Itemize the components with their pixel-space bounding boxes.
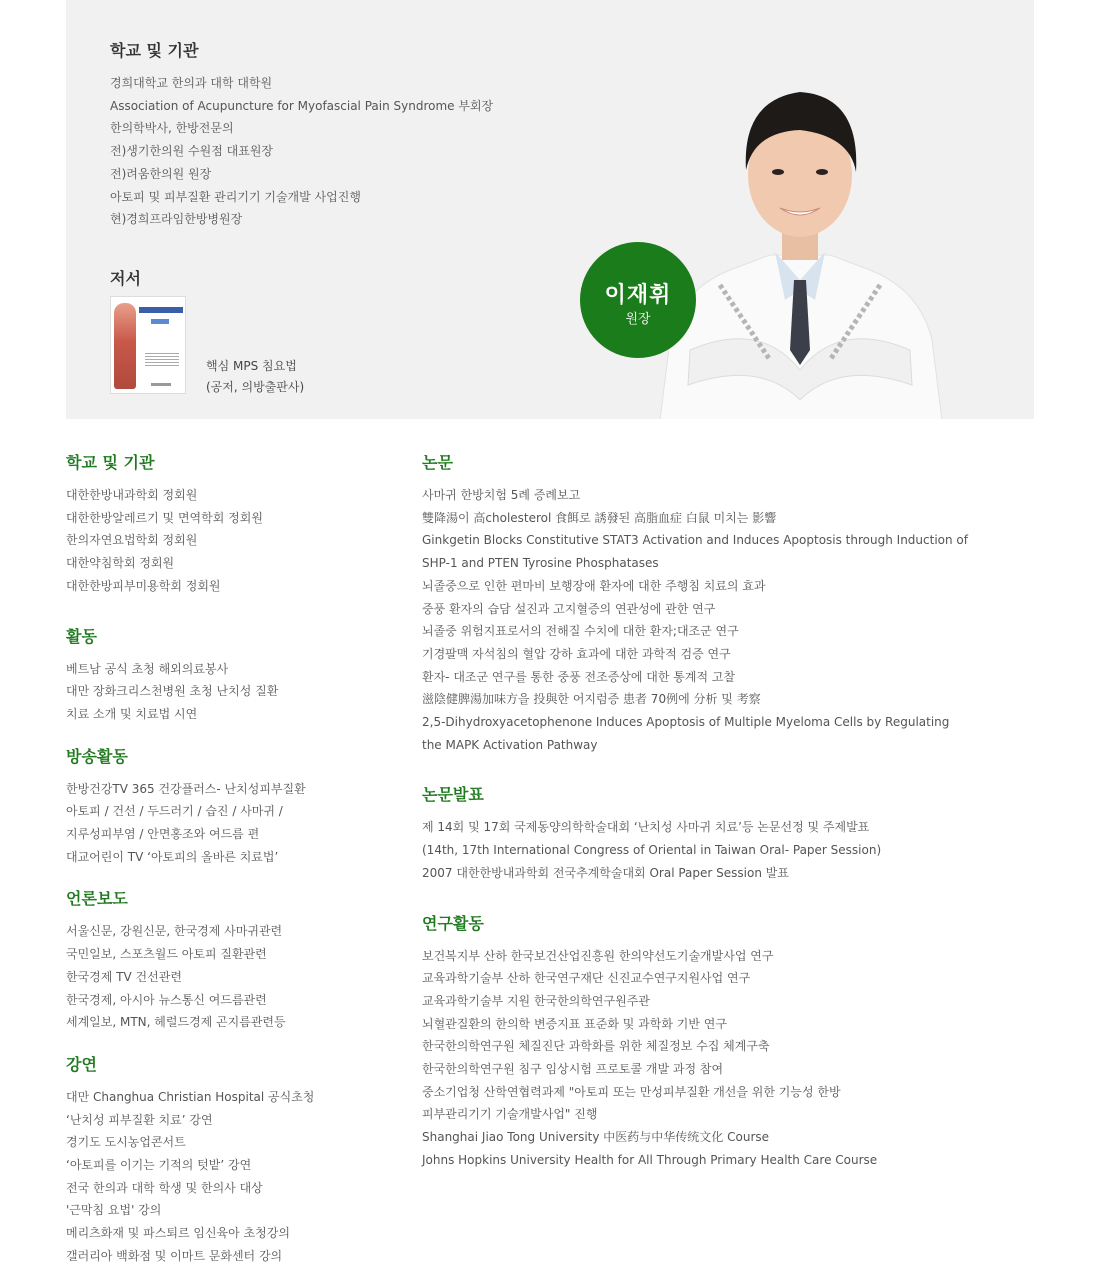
list-item: 중소기업청 산학연협력과제 "아토피 또는 만성피부질환 개선을 위한 기능성 한방 bbox=[422, 1084, 841, 1099]
hero-books-title: 저서 bbox=[110, 269, 141, 288]
list-item: Johns Hopkins University Health for All Through Primary Health Care Course bbox=[422, 1152, 878, 1167]
list-item: 갤러리아 백화점 및 이마트 문화센터 강의 bbox=[66, 1248, 283, 1263]
list-item: 뇌혈관질환의 한의학 변증지표 표준화 및 과학화 기반 연구 bbox=[422, 1016, 727, 1031]
section-activity bbox=[66, 626, 396, 726]
section-title: 방송활동 bbox=[66, 746, 128, 766]
list-item: 경기도 도시농업콘서트 bbox=[66, 1135, 186, 1150]
list-item: Shanghai Jiao Tong University 中医药与中华传统文化 Course bbox=[422, 1130, 770, 1145]
section-title: 논문발표 bbox=[422, 785, 484, 805]
list-item: 아토피 및 피부질환 관리기기 기술개발 사업진행 bbox=[110, 189, 361, 204]
list-item: 대한한방알레르기 및 면역학회 정회원 bbox=[66, 510, 263, 525]
list-item: 한국경제 TV 건선관련 bbox=[66, 969, 182, 984]
list-item: 보건복지부 산하 한국보건산업진흥원 한의약선도기술개발사업 연구 bbox=[422, 948, 774, 963]
section-title: 강연 bbox=[66, 1054, 97, 1074]
list-item: 전)려움한의원 원장 bbox=[110, 166, 212, 181]
list-item: ‘난치성 피부질환 치료’ 강연 bbox=[66, 1112, 213, 1127]
hero-school-title: 학교 및 기관 bbox=[110, 41, 199, 60]
profile-hero bbox=[66, 0, 1034, 419]
book-caption bbox=[206, 356, 304, 398]
list-item: 대한한방피부미용학회 정회원 bbox=[66, 578, 221, 593]
list-item: 서울신문, 강원신문, 한국경제 사마귀관련 bbox=[66, 924, 283, 939]
list-item: 한국한의학연구원 체질진단 과학화를 위한 체질정보 수집 체계구축 bbox=[422, 1039, 770, 1054]
section-title: 연구활동 bbox=[422, 913, 484, 933]
list-item: '근막침 요법' 강의 bbox=[66, 1203, 162, 1218]
section-title: 학교 및 기관 bbox=[66, 453, 155, 472]
list-item: 세계일보, MTN, 헤럴드경제 곤지름관련등 bbox=[66, 1015, 286, 1030]
list-item: 滋陰健脾湯加味方을 投與한 어지럼증 患者 70例에 分析 및 考察 bbox=[422, 692, 761, 707]
section-title: 활동 bbox=[66, 626, 97, 646]
right-column bbox=[422, 452, 1022, 1172]
list-item: 중풍 환자의 습담 설진과 고지혈증의 연관성에 관한 연구 bbox=[422, 601, 716, 616]
list-item: 아토피 / 건선 / 두드러기 / 습진 / 사마귀 / bbox=[66, 804, 283, 819]
list-item: 전국 한의과 대학 학생 및 한의사 대상 bbox=[66, 1180, 263, 1195]
list-item: 한국한의학연구원 침구 임상시험 프로토콜 개발 과정 참여 bbox=[422, 1062, 724, 1077]
list-item: 메리츠화재 및 파스퇴르 임신육아 초청강의 bbox=[66, 1226, 290, 1241]
list-item: 현)경희프라임한방병원장 bbox=[110, 212, 243, 227]
list-item: 대한한방내과학회 정회원 bbox=[66, 488, 198, 502]
doctor-role: 원장 bbox=[625, 312, 651, 327]
list-item: 베트남 공식 초청 해외의료봉사 bbox=[66, 661, 229, 676]
left-column bbox=[66, 452, 396, 1268]
list-item: 사마귀 한방치험 5례 증례보고 bbox=[422, 488, 581, 502]
list-item: 한국경제, 아시아 뉴스통신 여드름관련 bbox=[66, 992, 267, 1007]
list-item: 대만 장화크리스천병원 초청 난치성 질환 bbox=[66, 684, 279, 699]
book-title: 핵심 MPS 침요법 bbox=[206, 359, 297, 373]
list-item: 2007 대한한방내과학회 전국추계학술대회 Oral Paper Session 발표 bbox=[422, 865, 789, 880]
list-item: 뇌졸중 위험지표로서의 전해질 수치에 대한 환자;대조군 연구 bbox=[422, 624, 739, 639]
list-item: 지루성피부염 / 안면홍조와 여드름 편 bbox=[66, 827, 260, 842]
list-item: 한의학박사, 한방전문의 bbox=[110, 121, 234, 136]
doctor-portrait-image bbox=[650, 40, 950, 419]
hero-school-list bbox=[110, 72, 493, 231]
section-papers bbox=[422, 452, 1022, 756]
section-title: 논문 bbox=[422, 453, 453, 472]
list-item: 한의자연요법학회 정회원 bbox=[66, 533, 198, 548]
book-cover-image bbox=[110, 296, 186, 394]
section-press bbox=[66, 888, 396, 1034]
list-item: 환자- 대조군 연구를 통한 중풍 전조증상에 대한 통계적 고찰 bbox=[422, 669, 736, 684]
section-school bbox=[66, 452, 396, 598]
section-research bbox=[422, 913, 1022, 1172]
list-item: 교육과학기술부 산하 한국연구재단 신진교수연구지원사업 연구 bbox=[422, 971, 751, 986]
list-item: 대만 Changhua Christian Hospital 공식초청 bbox=[66, 1089, 315, 1104]
list-item: 경희대학교 한의과 대학 대학원 bbox=[110, 76, 273, 90]
list-item: (14th, 17th International Congress of Oriental in Taiwan Oral- Paper Session) bbox=[422, 843, 882, 858]
section-broadcast bbox=[66, 746, 396, 869]
list-item: 치료 소개 및 치료법 시연 bbox=[66, 706, 198, 721]
anatomy-figure-icon bbox=[114, 303, 136, 389]
doctor-name-badge bbox=[580, 242, 696, 358]
doctor-name: 이재휘 bbox=[604, 283, 672, 308]
list-item: 대교어린이 TV ‘아토피의 올바른 치료법’ bbox=[66, 849, 279, 864]
list-item: the MAPK Activation Pathway bbox=[422, 737, 598, 752]
list-item: 교육과학기술부 지원 한국한의학연구원주관 bbox=[422, 993, 650, 1008]
list-item: ‘아토피를 이기는 기적의 텃밭’ 강연 bbox=[66, 1158, 252, 1173]
list-item: 2,5-Dihydroxyacetophenone Induces Apoptosis of Multiple Myeloma Cells by Regulating bbox=[422, 715, 950, 730]
book-publisher: (공저, 의방출판사) bbox=[206, 380, 305, 394]
section-lecture bbox=[66, 1054, 396, 1268]
list-item: 제 14회 및 17회 국제동양의학학술대회 ‘난치성 사마귀 치료’등 논문선정 및 주제발표 bbox=[422, 820, 870, 835]
section-title: 언론보도 bbox=[66, 889, 128, 909]
list-item: 기경팔맥 자석침의 혈압 강하 효과에 대한 과학적 검증 연구 bbox=[422, 646, 731, 661]
list-item: Association of Acupuncture for Myofascial Pain Syndrome 부회장 bbox=[110, 98, 494, 113]
list-item: 한방건강TV 365 건강플러스- 난치성피부질환 bbox=[66, 781, 306, 796]
list-item: SHP-1 and PTEN Tyrosine Phosphatases bbox=[422, 556, 659, 571]
list-item: 뇌졸중으로 인한 편마비 보행장애 환자에 대한 주행침 치료의 효과 bbox=[422, 578, 766, 593]
list-item: 雙降湯이 高cholesterol 食餌로 誘發된 高脂血症 白鼠 미치는 影響 bbox=[422, 510, 777, 525]
section-presentations bbox=[422, 784, 1022, 884]
list-item: 피부관리기기 기술개발사업" 진행 bbox=[422, 1107, 598, 1122]
list-item: 전)생기한의원 수원점 대표원장 bbox=[110, 144, 274, 159]
list-item: 대한약침학회 정회원 bbox=[66, 556, 175, 571]
list-item: Ginkgetin Blocks Constitutive STAT3 Activation and Induces Apoptosis through Induction of bbox=[422, 533, 968, 548]
list-item: 국민일보, 스포츠월드 아토피 질환관련 bbox=[66, 947, 267, 962]
